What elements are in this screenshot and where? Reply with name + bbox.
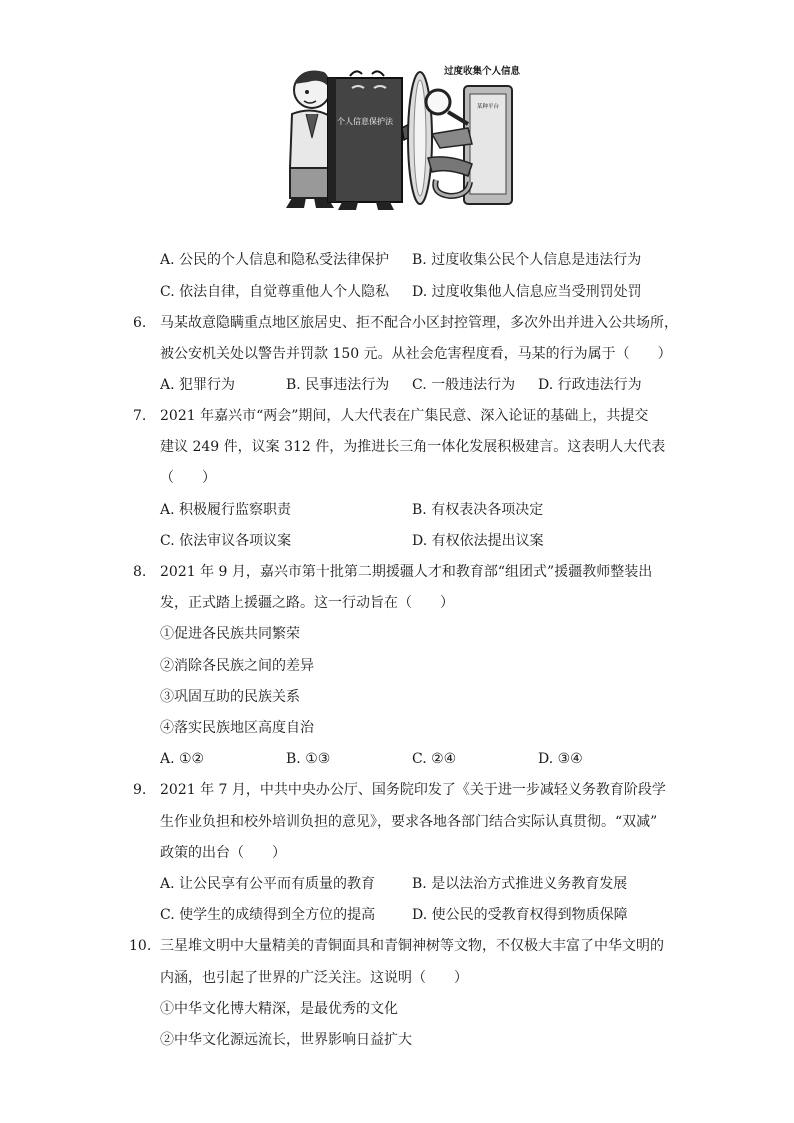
q7-number: 7.	[133, 408, 147, 424]
q9-stem-line: 生作业负担和校外培训负担的意见》，要求各地各部门结合实际认真贯彻。“双减”	[160, 814, 658, 830]
q8-item: ③巩固互助的民族关系	[160, 689, 300, 705]
q9-option-c: C. 使学生的成绩得到全方位的提高	[160, 907, 376, 923]
q7-stem-line: 建议 249 件，议案 312 件，为推进长三角一体化发展积极建言。这表明人大代表	[160, 439, 666, 455]
q9-option-d: D. 使公民的受教育权得到物质保障	[412, 907, 628, 923]
q8-item: ②消除各民族之间的差异	[160, 658, 314, 674]
platform-label: 某种平台	[476, 104, 500, 110]
q6-option-d: D. 行政违法行为	[538, 377, 642, 393]
cartoon-illustration	[272, 58, 524, 210]
q7-stem-line: （ ）	[160, 470, 216, 486]
q9-option-a: A. 让公民享有公平而有质量的教育	[160, 876, 376, 892]
q7-option-b: B. 有权表决各项决定	[412, 502, 544, 518]
q6-option-a: A. 犯罪行为	[160, 377, 236, 393]
q7-option-c: C. 依法审议各项议案	[160, 533, 292, 549]
q6-option-b: B. 民事违法行为	[286, 377, 390, 393]
q10-stem-line: 三星堆文明中大量精美的青铜面具和青铜神树等文物，不仅极大丰富了中华文明的	[160, 938, 664, 954]
q6-stem-line: 马某故意隐瞒重点地区旅居史、拒不配合小区封控管理，多次外出并进入公共场所，	[160, 315, 678, 331]
q8-stem-line: 发，正式踏上援疆之路。这一行动旨在（ ）	[160, 595, 454, 611]
q8-stem-line: 2021 年 9 月，嘉兴市第十批第二期援疆人才和教育部“组团式”援疆教师整装出	[160, 564, 653, 580]
q8-item: ④落实民族地区高度自治	[160, 720, 314, 736]
q8-option-b: B. ①③	[286, 751, 331, 767]
q5-option-c: C. 依法自律，自觉尊重他人个人隐私	[160, 284, 390, 300]
q10-number: 10.	[129, 938, 152, 954]
q9-stem-line: 2021 年 7 月，中共中央办公厅、国务院印发了《关于进一步减轻义务教育阶段学	[160, 782, 666, 798]
q8-option-c: C. ②④	[412, 751, 457, 767]
q9-stem-line: 政策的出台（ ）	[160, 845, 286, 861]
q6-option-c: C. 一般违法行为	[412, 377, 516, 393]
q8-number: 8.	[133, 564, 147, 580]
figure-caption: 过度收集个人信息	[443, 66, 521, 77]
q5-option-d: D. 过度收集他人信息应当受刑罚处罚	[412, 284, 642, 300]
q6-number: 6.	[133, 315, 147, 331]
q7-option-a: A. 积极履行监察职责	[160, 502, 292, 518]
q8-item: ①促进各民族共同繁荣	[160, 626, 300, 642]
q10-item: ①中华文化博大精深，是最优秀的文化	[160, 1001, 398, 1017]
book-label: 个人信息保护法	[337, 117, 393, 126]
q6-stem-line: 被公安机关处以警告并罚款 150 元。从社会危害程度看，马某的行为属于（ ）	[160, 346, 672, 362]
q10-item: ②中华文化源远流长，世界影响日益扩大	[160, 1032, 412, 1048]
cartoon-drawing	[272, 58, 524, 210]
q7-stem-line: 2021 年嘉兴市“两会”期间，人大代表在广集民意、深入论证的基础上，共提交	[160, 408, 649, 424]
q5-option-a: A. 公民的个人信息和隐私受法律保护	[160, 252, 390, 268]
q9-number: 9.	[133, 782, 147, 798]
q8-option-a: A. ①②	[160, 751, 205, 767]
q8-option-d: D. ③④	[538, 751, 583, 767]
q10-stem-line: 内涵，也引起了世界的广泛关注。这说明（ ）	[160, 970, 468, 986]
q7-option-d: D. 有权依法提出议案	[412, 533, 544, 549]
q5-option-b: B. 过度收集公民个人信息是违法行为	[412, 252, 642, 268]
q9-option-b: B. 是以法治方式推进义务教育发展	[412, 876, 628, 892]
